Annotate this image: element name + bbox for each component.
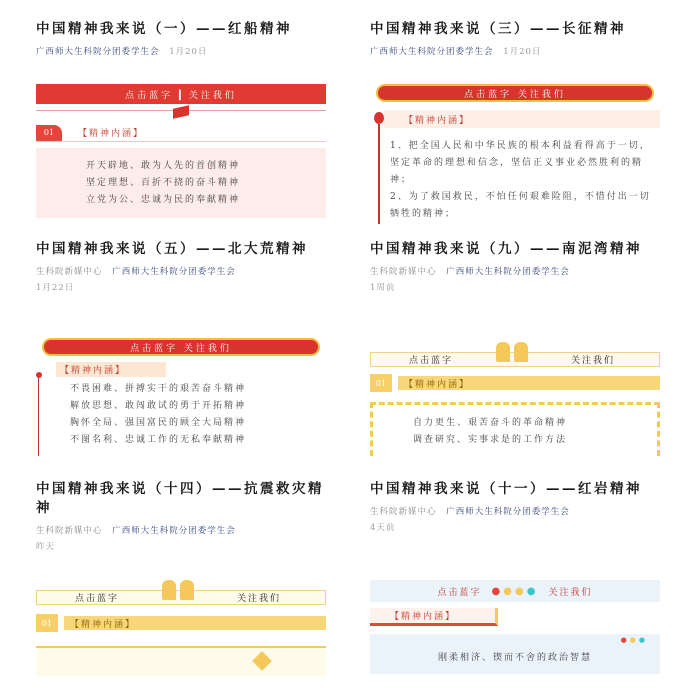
follow-banner	[370, 580, 660, 602]
account-name[interactable]: 广西师大生科院分团委学生会	[446, 507, 570, 517]
account-name[interactable]: 广西师大生科院分团委学生会	[446, 267, 570, 277]
article-preview[interactable]	[370, 84, 660, 224]
quote-icon	[514, 342, 528, 362]
article-date: 1月20日	[503, 47, 542, 57]
section-number: 01	[36, 125, 62, 141]
article-title[interactable]: 中国精神我来说（十四）——抗震救灾精神	[36, 481, 324, 516]
source-name: 生科院新媒中心	[370, 267, 437, 277]
content-line: 坚定理想、百折不挠的奋斗精神	[86, 178, 241, 188]
section-label: 【精神内涵】	[78, 129, 145, 139]
article-meta	[370, 45, 660, 59]
section-label: 【精神内涵】	[390, 612, 457, 622]
article-title[interactable]: 中国精神我来说（一）——红船精神	[36, 21, 292, 37]
article-title[interactable]: 中国精神我来说（十一）——红岩精神	[370, 481, 642, 497]
follow-banner: 点击蓝字 关注我们	[42, 338, 320, 356]
content-line: 解放思想、敢闯敢试的勇于开拓精神	[70, 401, 247, 411]
account-name[interactable]: 广西师大生科院分团委学生会	[370, 47, 494, 57]
content-line: 自力更生、艰苦奋斗的革命精神	[413, 418, 568, 428]
banner-left-text: 点击蓝字	[75, 594, 120, 604]
section-number: 01	[370, 374, 392, 392]
article-meta	[36, 265, 326, 279]
content-line: 开天辟地、敢为人先的首创精神	[86, 161, 241, 171]
banner-right-text: 关注我们	[570, 356, 615, 366]
content-line: 胸怀全局、强国富民的顾全大局精神	[70, 418, 247, 428]
article-card[interactable]	[370, 240, 660, 293]
source-name: 生科院新媒中心	[370, 507, 437, 517]
content-line: 不图名利、忠诚工作的无私奉献精神	[70, 435, 247, 445]
content-line: 2、为了救国救民，不怕任何艰难险阻，不惜付出一切牺牲的精神；	[390, 192, 651, 219]
flag-icon	[173, 105, 189, 118]
content-line: 立党为公、忠诚为民的奉献精神	[86, 195, 241, 205]
section-label: 【精神内涵】	[404, 379, 471, 390]
source-name: 生科院新媒中心	[36, 267, 103, 277]
banner-right-text: 关注我们	[548, 587, 593, 598]
content-line: 调查研究、实事求是的工作方法	[413, 435, 568, 445]
section-label: 【精神内涵】	[60, 366, 127, 376]
article-preview[interactable]	[370, 580, 660, 678]
article-title[interactable]: 中国精神我来说（五）——北大荒精神	[36, 241, 308, 257]
diamond-ornament-icon	[252, 651, 272, 671]
banner-left-text: 点击蓝字	[437, 587, 482, 598]
article-date: 1周前	[370, 283, 396, 293]
follow-banner: 点击蓝字 ▎关注我们	[36, 84, 326, 104]
content-line: 刚柔相济、锲而不舍的政治智慧	[437, 653, 592, 663]
banner-left-text: 点击蓝字	[409, 356, 454, 366]
dots-icon: ●●●●	[491, 585, 539, 597]
article-title[interactable]: 中国精神我来说（三）——长征精神	[370, 21, 626, 37]
article-preview[interactable]	[36, 338, 326, 456]
content-line: 不畏困难、拼搏实干的艰苦奋斗精神	[70, 384, 247, 394]
article-preview[interactable]	[370, 340, 660, 456]
section-number: 01	[36, 614, 58, 632]
article-date: 1月20日	[169, 47, 208, 57]
article-meta	[36, 524, 326, 538]
article-date: 4天前	[370, 523, 396, 533]
lantern-icon	[36, 372, 42, 378]
source-name: 生科院新媒中心	[36, 526, 103, 536]
account-name[interactable]: 广西师大生科院分团委学生会	[112, 526, 236, 536]
article-card[interactable]	[36, 480, 326, 552]
article-date: 1月22日	[36, 283, 75, 293]
article-card[interactable]	[36, 240, 326, 293]
article-preview[interactable]	[36, 84, 326, 222]
section-label: 【精神内涵】	[404, 115, 471, 126]
banner-right-text: 关注我们	[236, 594, 281, 604]
article-meta	[370, 505, 660, 519]
section-label: 【精神内涵】	[70, 619, 137, 630]
quote-icon	[496, 342, 510, 362]
article-card[interactable]	[36, 20, 326, 59]
account-name[interactable]: 广西师大生科院分团委学生会	[36, 47, 160, 57]
article-title[interactable]: 中国精神我来说（九）——南泥湾精神	[370, 241, 642, 257]
quote-icon	[180, 580, 194, 600]
article-card[interactable]	[370, 20, 660, 59]
account-name[interactable]: 广西师大生科院分团委学生会	[112, 267, 236, 277]
quote-icon	[162, 580, 176, 600]
dots-icon: ●●●	[620, 636, 648, 644]
article-preview[interactable]	[36, 578, 326, 678]
article-meta	[36, 45, 326, 59]
article-meta	[370, 265, 660, 279]
content-line: 1、把全国人民和中华民族的根本利益看得高于一切，坚定革命的理想和信念，坚信正义事业必然胜利的精神；	[390, 141, 651, 185]
lantern-icon	[374, 112, 384, 124]
article-date: 昨天	[36, 542, 56, 552]
follow-banner: 点击蓝字 关注我们	[376, 84, 654, 102]
article-card[interactable]	[370, 480, 660, 533]
